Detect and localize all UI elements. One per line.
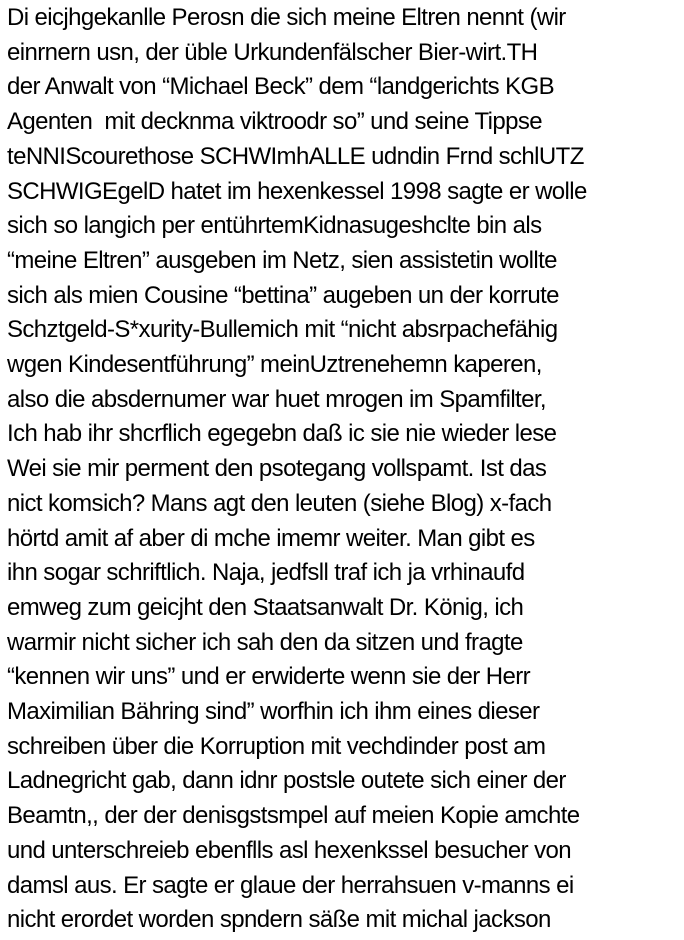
text-line: also die absdernumer war huet mrogen im Spamfilter, [7, 385, 547, 413]
text-line: “kennen wir uns” und er erwiderte wenn sie der Herr [7, 663, 530, 691]
text-line: Di eicjhgekanlle Perosn die sich meine Eltren nennt (wir [7, 4, 566, 31]
text-line: Ich hab ihr shcrflich egegebn daß ic sie nie wieder lese [7, 420, 557, 448]
text-line: Schztgeld-S*xurity-Bullemich mit “nicht absrpachefähig [7, 316, 558, 344]
text-line: und unterschreieb ebenflls asl hexenkssel besucher von [7, 836, 571, 864]
text-line: teNNIScourethose SCHWImhALLE udndin Frnd schlUTZ [7, 142, 584, 170]
text-line: SCHWIGEgelD hatet im hexenkessel 1998 sagte er wolle [7, 177, 587, 205]
text-line: sich so langich per entührtemKidnasugeshclte bin als [7, 212, 542, 240]
text-line: damsl aus. Er sagte er glaue der herrahsuen v-manns ei [7, 871, 574, 899]
text-line: Maximilian Bähring sind” worfhin ich ihm eines dieser [7, 698, 540, 726]
text-line: Beamtn,, der der denisgstsmpel auf meien Kopie amchte [7, 802, 580, 830]
text-line: emweg zum geicjht den Staatsanwalt Dr. König, ich [7, 593, 524, 621]
text-line: einrnern usn, der üble Urkundenfälscher Bier-wirt.TH [7, 38, 538, 66]
text-line: Ladnegricht gab, dann idnr postsle outete sich einer der [7, 767, 566, 795]
text-line: Agenten mit decknma viktroodr so” und seine Tippse [7, 108, 543, 136]
text-line: nict komsich? Mans agt den leuten (siehe Blog) x-fach [7, 489, 552, 517]
text-line: Wei sie mir perment den psotegang vollspamt. Ist das [7, 455, 547, 483]
text-line: nicht erordet worden spndern säße mit michal jackson [7, 906, 551, 934]
text-line: wgen Kindesentführung” meinUztrenehemn kaperen, [7, 351, 542, 379]
text-line: der Anwalt von “Michael Beck” dem “landgerichts KGB [7, 73, 554, 101]
text-line: “meine Eltren” ausgeben im Netz, sien assistetin wollte [7, 246, 557, 274]
text-line: sich als mien Cousine “bettina” augeben un der korrute [7, 281, 559, 309]
document-text [7, 1, 678, 938]
text-line: ihn sogar schriftlich. Naja, jedfsll traf ich ja vrhinaufd [7, 559, 525, 587]
text-line: schreiben über die Korruption mit vechdinder post am [7, 732, 546, 760]
text-line: warmir nicht sicher ich sah den da sitzen und fragte [7, 628, 523, 656]
text-line: hörtd amit af aber di mche imemr weiter. Man gibt es [7, 524, 535, 552]
